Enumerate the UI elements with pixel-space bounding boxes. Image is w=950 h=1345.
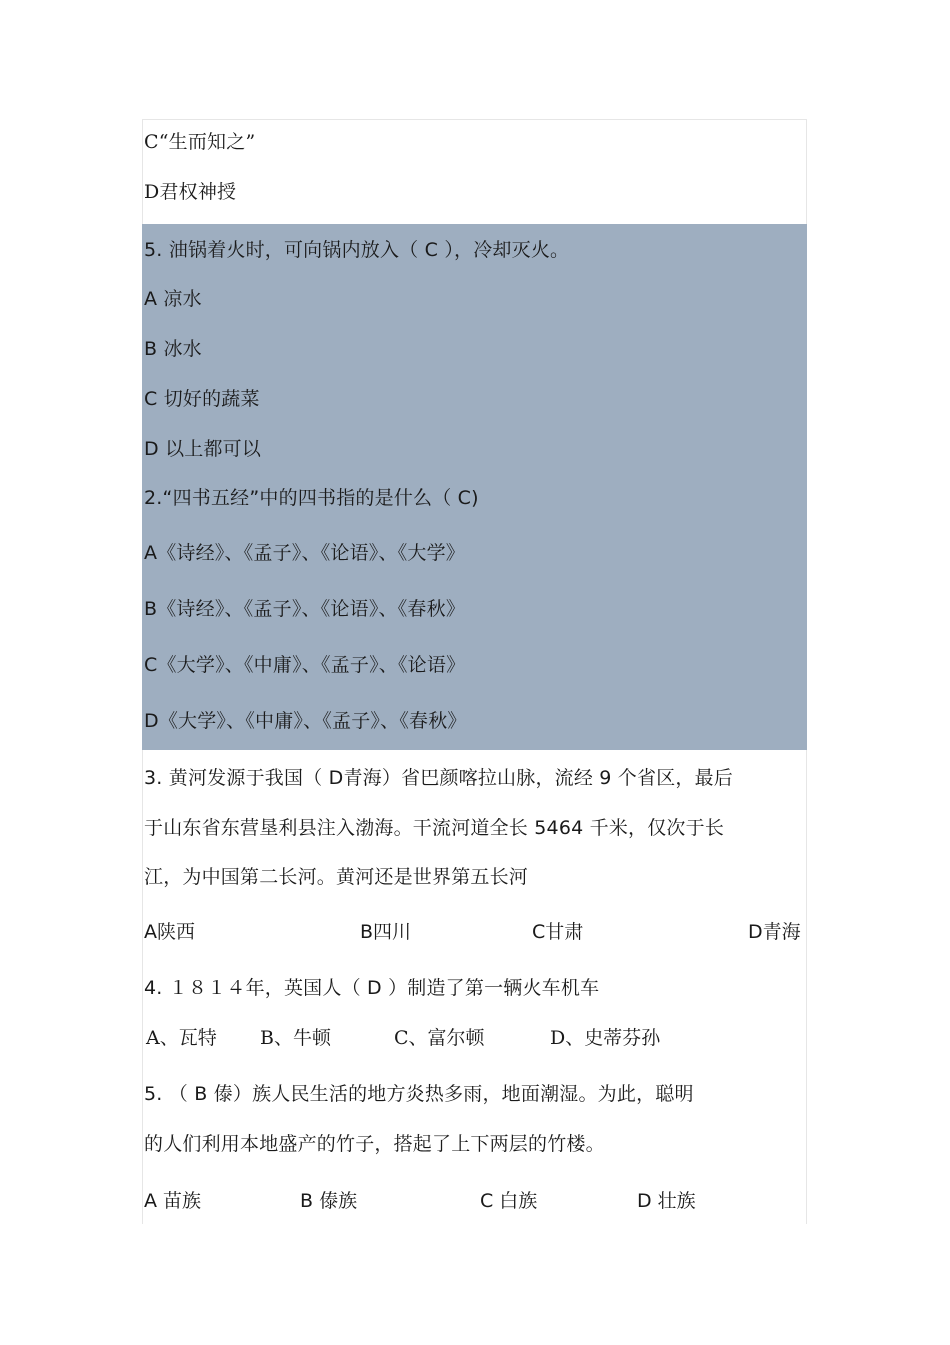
dai-question-line-1: 5. （ B 傣）族人民生活的地方炎热多雨，地面潮湿。为此，聪明 — [144, 1083, 694, 1105]
train-question-text: 4. １８１４年，英国人（ D ）制造了第一辆火车机车 — [144, 977, 600, 999]
river-option-b: B四川 — [360, 921, 412, 943]
dai-question-line-2: 的人们利用本地盛产的竹子，搭起了上下两层的竹楼。 — [144, 1133, 605, 1155]
fire-option-a: A 凉水 — [144, 288, 202, 310]
prev-option-d: D君权神授 — [144, 181, 237, 203]
train-option-b: B、牛顿 — [260, 1027, 331, 1049]
books-option-d: D《大学》、《中庸》、《孟子》、《春秋》 — [144, 710, 467, 732]
train-option-d: D、史蒂芬孙 — [550, 1027, 661, 1049]
river-question-line-3: 江，为中国第二长河。黄河还是世界第五长河 — [144, 866, 529, 888]
river-option-d: D青海 — [748, 921, 801, 943]
river-question-line-2: 于山东省东营垦利县注入渤海。干流河道全长 5464 千米，仅次于长 — [144, 817, 725, 839]
river-question-line-1: 3. 黄河发源于我国（ D青海）省巴颜喀拉山脉，流经 9 个省区，最后 — [144, 767, 734, 789]
fire-option-d: D 以上都可以 — [144, 438, 262, 460]
river-option-a: A陕西 — [144, 921, 195, 943]
books-option-a: A《诗经》、《孟子》、《论语》、《大学》 — [144, 542, 465, 564]
prev-option-c: C“生而知之” — [144, 131, 256, 153]
books-question-text: 2.“四书五经”中的四书指的是什么（ C) — [144, 487, 479, 509]
dai-option-d: D 壮族 — [637, 1190, 696, 1212]
fire-option-b: B 冰水 — [144, 338, 202, 360]
dai-option-a: A 苗族 — [144, 1190, 202, 1212]
dai-option-c: C 白族 — [480, 1190, 538, 1212]
train-option-c: C、富尔顿 — [394, 1027, 485, 1049]
river-option-c: C甘肃 — [532, 921, 584, 943]
train-option-a: A、瓦特 — [146, 1027, 217, 1049]
fire-option-c: C 切好的蔬菜 — [144, 388, 260, 410]
dai-option-b: B 傣族 — [300, 1190, 358, 1212]
fire-question-text: 5. 油锅着火时，可向锅内放入（ C ），冷却灭火。 — [144, 239, 570, 261]
books-option-b: B《诗经》、《孟子》、《论语》、《春秋》 — [144, 598, 466, 620]
books-option-c: C《大学》、《中庸》、《孟子》、《论语》 — [144, 654, 466, 676]
